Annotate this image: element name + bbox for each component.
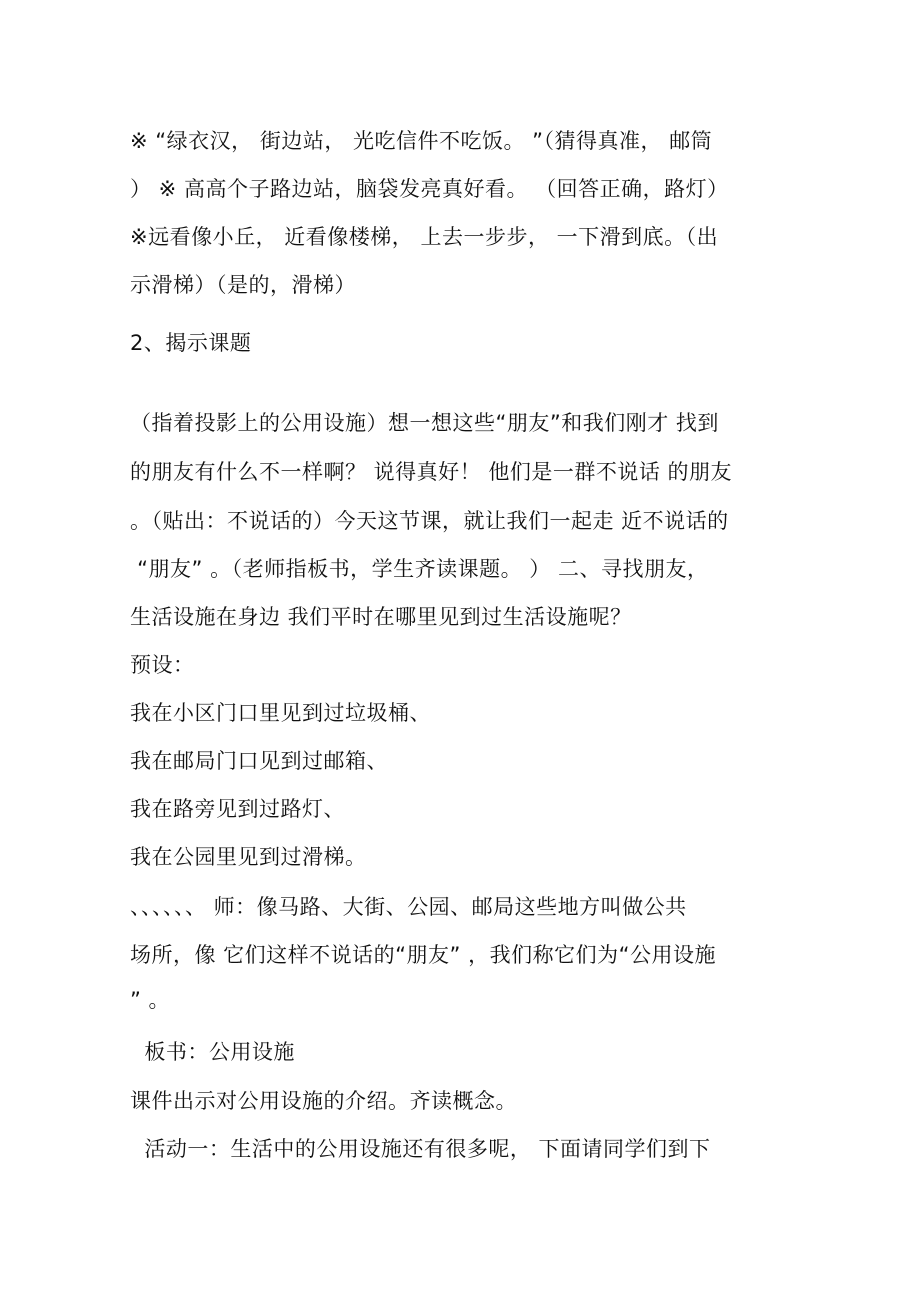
text-line: 板书：公用设施: [130, 1040, 295, 1064]
text-line: 我在小区门口里见到过垃圾桶、: [130, 701, 431, 725]
text-line: （指着投影上的公用设施）想一想这些“朋友”和我们刚才 找到: [130, 411, 719, 435]
text-line: ※远看像小丘， 近看像楼梯， 上去一步步， 一下滑到底。（出: [130, 225, 719, 249]
text-line: 场所，像 它们这样不说话的“朋友” ，我们称它们为“公用设施: [130, 943, 716, 967]
text-line: 、、、、、、 师：像马路、大街、公园、邮局这些地方叫做公共: [130, 895, 687, 919]
text-line: 我在邮局门口见到过邮箱、: [130, 749, 388, 773]
text-line: 我在公园里见到过滑梯。: [130, 845, 367, 869]
text-line: ” 。: [130, 988, 171, 1012]
text-line: 预设：: [130, 653, 195, 677]
text-line: 活动一：生活中的公用设施还有很多呢， 下面请同学们到下: [130, 1137, 711, 1161]
text-line: 。（贴出：不说话的）今天这节课，就让我们一起走 近不说话的: [130, 509, 729, 533]
text-line: 我在路旁见到过路灯、: [130, 797, 345, 821]
text-line: ※ “绿衣汉， 街边站， 光吃信件不吃饭。 ”（猜得真准， 邮筒: [130, 129, 713, 153]
section-heading: 2、揭示课题: [130, 331, 252, 355]
text-line: 的朋友有什么不一样啊？ 说得真好！ 他们是一群不说话 的朋友: [130, 460, 733, 484]
text-line: 示滑梯）（是的，滑梯）: [130, 273, 356, 297]
text-line: “朋友” 。（老师指板书，学生齐读课题。 ） 二、寻找朋友，: [130, 557, 709, 581]
text-line: 生活设施在身边 我们平时在哪里见到过生活设施呢？: [130, 605, 632, 629]
text-line: ） ※ 高高个子路边站，脑袋发亮真好看。 （回答正确，路灯）: [130, 177, 729, 201]
text-line: 课件出示对公用设施的介绍。齐读概念。: [130, 1089, 517, 1113]
